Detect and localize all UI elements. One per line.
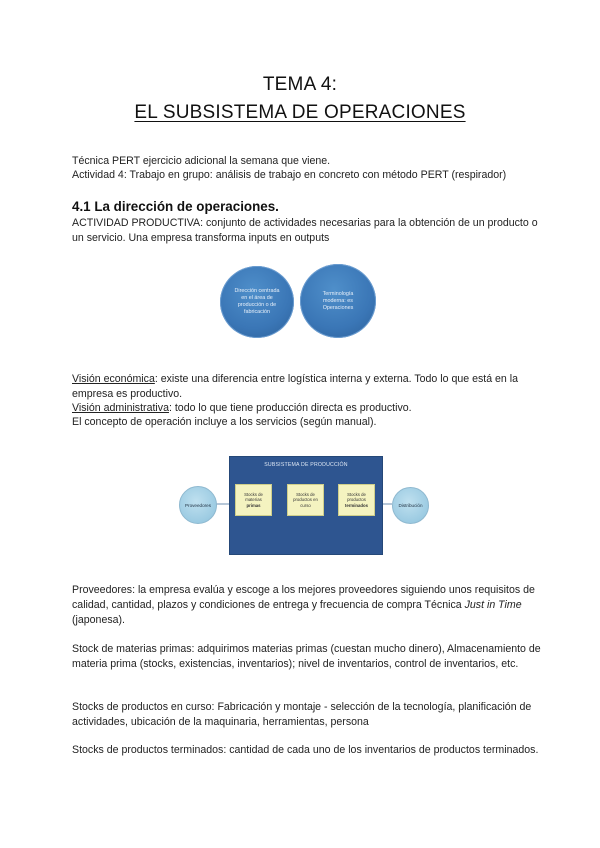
definition-term: ACTIVIDAD PRODUCTIVA [72, 217, 201, 229]
box-work-in-progress [287, 484, 324, 516]
subsystem-title: SUBSISTEMA DE PRODUCCIÓN [264, 462, 348, 468]
intro-line-pert: Técnica PERT ejercicio adicional la semana que viene. [72, 155, 331, 167]
page-title: TEMA 4: [262, 74, 338, 95]
page-subtitle: EL SUBSISTEMA DE OPERACIONES [134, 102, 466, 123]
vision-economic-paragraph [72, 372, 542, 402]
circle-operations-terminology [300, 264, 376, 338]
oval-suppliers [179, 486, 217, 524]
intro-line-activity: Actividad 4: Trabajo en grupo: análisis de trabajo en concreto con método PERT (respirador) [72, 169, 507, 181]
box1-line3: primas [246, 502, 261, 508]
vision-admin-text: : todo lo que tiene producción directa es productivo. [168, 402, 412, 414]
suppliers-label: Proveedores [184, 502, 212, 508]
service-concept-line: El concepto de operación incluye a los servicios (según manual). [72, 416, 377, 428]
oval-distribution [392, 487, 429, 524]
vision-economic-text: : existe una diferencia entre logística interna y externa. Todo lo que está en la empresa es productivo. [72, 373, 519, 400]
distribution-label: Distribución [398, 503, 423, 508]
box2-line3: curso [300, 502, 311, 508]
box3-line1: Stocks de [347, 491, 366, 497]
box2-line1: Stocks de [296, 491, 315, 497]
wip-paragraph: Stocks de productos en curso: Fabricación y montaje - selección de la tecnología, planificación de actividades, ubicación de la maquinaria, herramientas, persona [72, 701, 532, 728]
circle-right-label: Terminología moderna: es Operaciones [322, 290, 354, 311]
vision-economic-term: Visión económica [72, 373, 155, 385]
box1-line2: materias [245, 497, 262, 503]
vision-admin-paragraph [72, 401, 542, 416]
finished-goods-paragraph: Stocks de productos terminados: cantidad de cada uno de los inventarios de productos terminados. [72, 744, 539, 756]
suppliers-paragraph [72, 583, 542, 628]
box-finished-goods [338, 484, 375, 516]
definition-paragraph [72, 216, 542, 246]
box1-line1: Stocks de [244, 491, 263, 497]
box3-line3: terminados [344, 502, 369, 508]
box3-line2: productos [347, 497, 366, 503]
circle-production-direction [220, 266, 294, 338]
raw-materials-paragraph: Stock de materias primas: adquirimos materias primas (cuestan mucho dinero), Almacenamiento de materia prima (stocks, existencias, inventarios); nivel de inventarios, control de inventarios, etc. [72, 643, 541, 670]
vision-admin-term: Visión administrativa [72, 402, 169, 414]
circle-left-label: Dirección centrada en el área de producción o de fabricación [234, 288, 280, 315]
definition-text: : conjunto de actividades necesarias para la obtención de un producto o un servicio. Una empresa transforma inputs en outputs [72, 217, 538, 244]
section-heading: 4.1 La dirección de operaciones. [72, 199, 279, 214]
box2-line2: productos en [293, 497, 318, 503]
box-raw-materials [235, 484, 272, 516]
suppliers-text-end: (japonesa). [72, 614, 125, 626]
suppliers-text: Proveedores: la empresa evalúa y escoge a los mejores proveedores siguiendo unos requisitos de calidad, cantidad, plazos y condiciones de entrega y frecuencia de compra Técnica [72, 584, 535, 611]
jit-italic: Just in Time [464, 599, 522, 611]
